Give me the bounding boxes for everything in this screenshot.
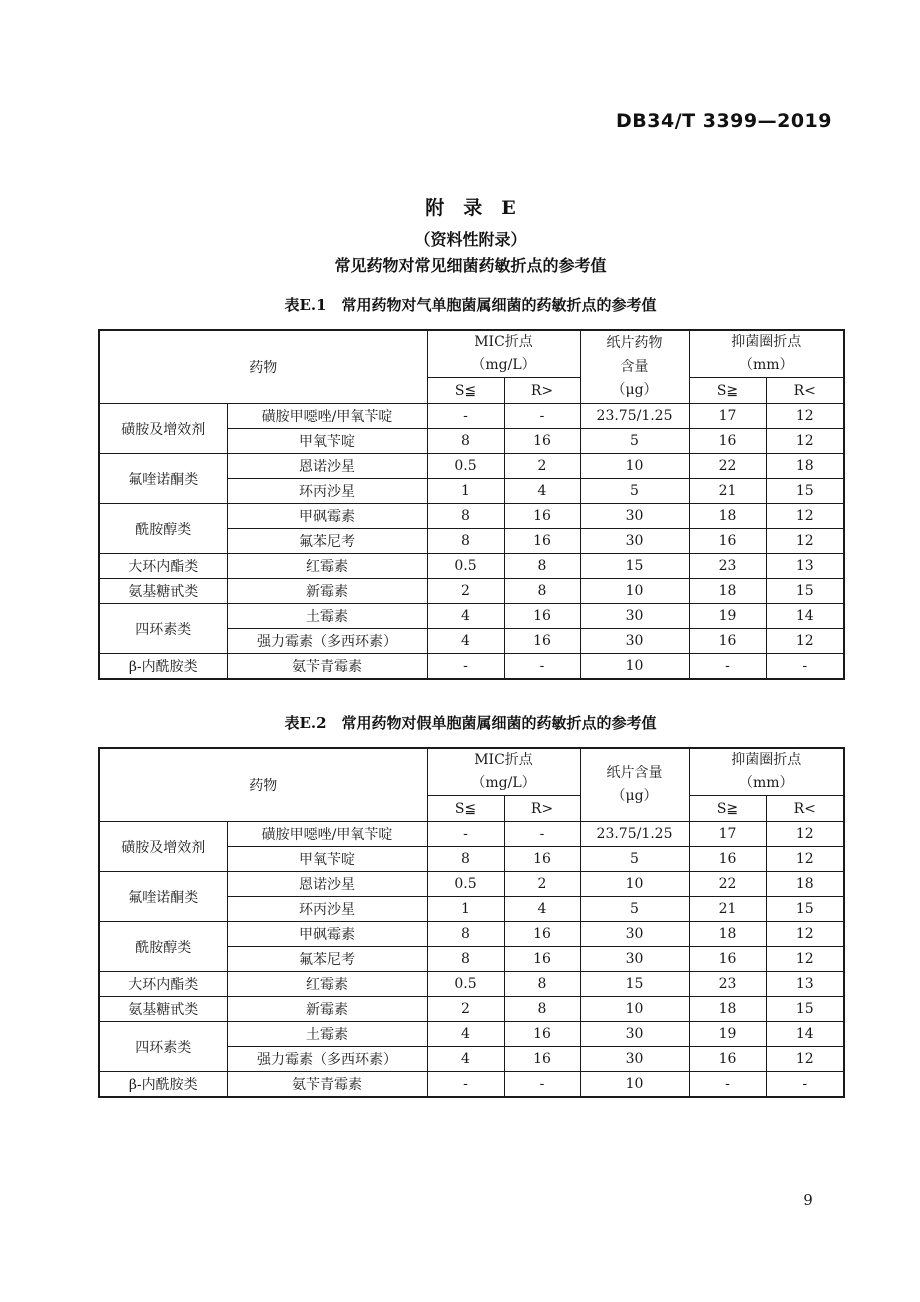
table-header	[99, 748, 844, 822]
mic-r-gt-header: R>	[504, 378, 580, 404]
drug-name-cell: 土霉素	[227, 604, 427, 629]
mic-title: MIC折点	[474, 334, 533, 350]
drug-name-cell: 新霉素	[227, 997, 427, 1022]
inhibition-zone-header	[689, 330, 844, 378]
drug-category-cell: 氟喹诺酮类	[99, 872, 227, 922]
drug-category-cell: 四环素类	[99, 1022, 227, 1072]
value-cell: 14	[766, 1022, 844, 1047]
value-cell: 19	[689, 604, 766, 629]
drug-category-cell: 大环内酯类	[99, 972, 227, 997]
value-cell: 30	[580, 504, 689, 529]
value-cell: 17	[689, 822, 766, 847]
value-cell: 30	[580, 529, 689, 554]
table-row	[99, 972, 844, 997]
value-cell: 1	[427, 479, 504, 504]
drug-category-cell: 氟喹诺酮类	[99, 454, 227, 504]
zone-unit: （mm）	[738, 775, 794, 792]
value-cell: 8	[427, 529, 504, 554]
value-cell: 0.5	[427, 872, 504, 897]
disc-content-header	[580, 330, 689, 404]
value-cell: 10	[580, 654, 689, 679]
drug-column-header: 药物	[99, 330, 427, 404]
table-row	[99, 822, 844, 847]
value-cell: 16	[504, 1047, 580, 1072]
zone-unit: （mm）	[738, 357, 794, 374]
drug-name-cell: 恩诺沙星	[227, 872, 427, 897]
value-cell: 12	[766, 822, 844, 847]
value-cell: 4	[427, 629, 504, 654]
value-cell: 21	[689, 479, 766, 504]
value-cell: 12	[766, 629, 844, 654]
drug-name-cell: 氟苯尼考	[227, 529, 427, 554]
disc-line-1: （μg）	[611, 788, 658, 805]
value-cell: 16	[689, 947, 766, 972]
value-cell: -	[504, 654, 580, 679]
table-row	[99, 1072, 844, 1097]
value-cell: 12	[766, 1047, 844, 1072]
breakpoint-table	[98, 747, 845, 1098]
value-cell: 5	[580, 897, 689, 922]
mic-unit: （mg/L）	[471, 775, 536, 792]
value-cell: 8	[504, 554, 580, 579]
drug-category-cell: 磺胺及增效剂	[99, 404, 227, 454]
inhibition-zone-header	[689, 748, 844, 796]
appendix-heading: 常见药物对常见细菌药敏折点的参考值	[334, 256, 607, 275]
value-cell: -	[504, 1072, 580, 1097]
value-cell: -	[504, 404, 580, 429]
value-cell: 13	[766, 972, 844, 997]
drug-category-cell: 四环素类	[99, 604, 227, 654]
table-row	[99, 604, 844, 629]
drug-name-cell: 磺胺甲噁唑/甲氧苄啶	[227, 822, 427, 847]
mic-s-max-header: S≦	[427, 378, 504, 404]
table-row	[99, 1022, 844, 1047]
value-cell: 16	[504, 847, 580, 872]
value-cell: 0.5	[427, 554, 504, 579]
disc-content-header	[580, 748, 689, 822]
disc-line-0: 纸片含量	[606, 765, 663, 781]
table-header	[99, 330, 844, 404]
value-cell: 18	[766, 454, 844, 479]
value-cell: -	[689, 654, 766, 679]
value-cell: 4	[427, 604, 504, 629]
zone-s-min-header: S≧	[689, 796, 766, 822]
value-cell: 30	[580, 629, 689, 654]
zone-s-min-header: S≧	[689, 378, 766, 404]
value-cell: 22	[689, 872, 766, 897]
value-cell: -	[766, 1072, 844, 1097]
value-cell: 16	[689, 629, 766, 654]
value-cell: 1	[427, 897, 504, 922]
value-cell: -	[504, 822, 580, 847]
zone-title: 抑菌圈折点	[731, 752, 802, 768]
drug-category-cell: 氨基糖甙类	[99, 997, 227, 1022]
value-cell: 10	[580, 454, 689, 479]
zone-r-lt-header: R<	[766, 378, 844, 404]
value-cell: 5	[580, 847, 689, 872]
value-cell: -	[427, 1072, 504, 1097]
header-row-main	[99, 330, 844, 378]
value-cell: 10	[580, 872, 689, 897]
appendix-subtitle: （资料性附录）	[414, 230, 527, 249]
value-cell: -	[766, 654, 844, 679]
value-cell: 8	[427, 922, 504, 947]
table-row	[99, 997, 844, 1022]
value-cell: 16	[504, 947, 580, 972]
value-cell: 8	[427, 847, 504, 872]
table-row	[99, 922, 844, 947]
value-cell: 19	[689, 1022, 766, 1047]
value-cell: 16	[504, 429, 580, 454]
value-cell: 4	[427, 1022, 504, 1047]
drug-category-cell: 氨基糖甙类	[99, 579, 227, 604]
table-row	[99, 404, 844, 429]
drug-category-cell: β-内酰胺类	[99, 1072, 227, 1097]
value-cell: 16	[689, 429, 766, 454]
value-cell: -	[427, 404, 504, 429]
value-cell: -	[427, 822, 504, 847]
drug-name-cell: 甲氧苄啶	[227, 429, 427, 454]
value-cell: 16	[504, 604, 580, 629]
value-cell: 8	[427, 504, 504, 529]
value-cell: 16	[689, 529, 766, 554]
drug-category-cell: 大环内酯类	[99, 554, 227, 579]
value-cell: 12	[766, 504, 844, 529]
value-cell: 5	[580, 429, 689, 454]
value-cell: 21	[689, 897, 766, 922]
drug-name-cell: 氨苄青霉素	[227, 654, 427, 679]
value-cell: 23	[689, 972, 766, 997]
drug-column-header: 药物	[99, 748, 427, 822]
disc-line-1: 含量	[620, 358, 649, 375]
value-cell: 15	[580, 554, 689, 579]
table-row	[99, 579, 844, 604]
value-cell: 4	[427, 1047, 504, 1072]
value-cell: 18	[689, 579, 766, 604]
value-cell: 16	[504, 922, 580, 947]
table-e1-caption: 表E.1 常用药物对气单胞菌属细菌的药敏折点的参考值	[284, 296, 657, 314]
value-cell: 4	[504, 479, 580, 504]
value-cell: 23.75/1.25	[580, 404, 689, 429]
value-cell: 12	[766, 947, 844, 972]
value-cell: 30	[580, 947, 689, 972]
disc-line-2: （μg）	[611, 381, 658, 398]
value-cell: 15	[766, 897, 844, 922]
mic-r-gt-header: R>	[504, 796, 580, 822]
value-cell: -	[689, 1072, 766, 1097]
table-body	[99, 822, 844, 1097]
value-cell: 10	[580, 1072, 689, 1097]
header-row-main	[99, 748, 844, 796]
value-cell: 4	[504, 897, 580, 922]
value-cell: 12	[766, 847, 844, 872]
table-row	[99, 872, 844, 897]
drug-name-cell: 恩诺沙星	[227, 454, 427, 479]
drug-name-cell: 土霉素	[227, 1022, 427, 1047]
table-e1-container	[98, 329, 843, 680]
drug-name-cell: 甲砜霉素	[227, 504, 427, 529]
value-cell: 8	[427, 947, 504, 972]
value-cell: 14	[766, 604, 844, 629]
table-row	[99, 504, 844, 529]
value-cell: 12	[766, 922, 844, 947]
value-cell: 10	[580, 579, 689, 604]
drug-name-cell: 强力霉素（多西环素）	[227, 629, 427, 654]
drug-name-cell: 甲氧苄啶	[227, 847, 427, 872]
value-cell: 22	[689, 454, 766, 479]
value-cell: 30	[580, 1047, 689, 1072]
value-cell: 16	[689, 1047, 766, 1072]
value-cell: 30	[580, 1022, 689, 1047]
table-e2-container	[98, 747, 843, 1098]
value-cell: 30	[580, 604, 689, 629]
value-cell: 15	[580, 972, 689, 997]
value-cell: 18	[689, 922, 766, 947]
value-cell: 15	[766, 579, 844, 604]
value-cell: 2	[427, 579, 504, 604]
table-row	[99, 554, 844, 579]
page-number: 9	[803, 1191, 813, 1209]
drug-category-cell: 酰胺醇类	[99, 504, 227, 554]
drug-name-cell: 氟苯尼考	[227, 947, 427, 972]
value-cell: 12	[766, 429, 844, 454]
table-body	[99, 404, 844, 679]
value-cell: 8	[504, 972, 580, 997]
value-cell: 12	[766, 404, 844, 429]
value-cell: 8	[504, 579, 580, 604]
value-cell: 0.5	[427, 454, 504, 479]
value-cell: 16	[504, 504, 580, 529]
drug-name-cell: 环丙沙星	[227, 897, 427, 922]
value-cell: 23	[689, 554, 766, 579]
disc-line-0: 纸片药物	[606, 335, 663, 352]
value-cell: 18	[766, 872, 844, 897]
table-row	[99, 654, 844, 679]
drug-name-cell: 甲砜霉素	[227, 922, 427, 947]
value-cell: 2	[504, 454, 580, 479]
value-cell: -	[427, 654, 504, 679]
value-cell: 16	[689, 847, 766, 872]
value-cell: 17	[689, 404, 766, 429]
mic-unit: （mg/L）	[471, 357, 536, 374]
zone-title: 抑菌圈折点	[731, 334, 802, 350]
drug-category-cell: β-内酰胺类	[99, 654, 227, 679]
value-cell: 8	[427, 429, 504, 454]
value-cell: 12	[766, 529, 844, 554]
breakpoint-table	[98, 329, 845, 680]
value-cell: 18	[689, 997, 766, 1022]
value-cell: 30	[580, 922, 689, 947]
value-cell: 23.75/1.25	[580, 822, 689, 847]
drug-name-cell: 新霉素	[227, 579, 427, 604]
value-cell: 13	[766, 554, 844, 579]
value-cell: 10	[580, 997, 689, 1022]
zone-r-lt-header: R<	[766, 796, 844, 822]
value-cell: 15	[766, 479, 844, 504]
mic-breakpoint-header	[427, 330, 580, 378]
table-row	[99, 454, 844, 479]
drug-name-cell: 磺胺甲噁唑/甲氧苄啶	[227, 404, 427, 429]
mic-s-max-header: S≦	[427, 796, 504, 822]
value-cell: 0.5	[427, 972, 504, 997]
value-cell: 16	[504, 529, 580, 554]
drug-name-cell: 红霉素	[227, 972, 427, 997]
drug-name-cell: 红霉素	[227, 554, 427, 579]
value-cell: 15	[766, 997, 844, 1022]
value-cell: 8	[504, 997, 580, 1022]
drug-name-cell: 氨苄青霉素	[227, 1072, 427, 1097]
value-cell: 2	[504, 872, 580, 897]
value-cell: 5	[580, 479, 689, 504]
table-e2-caption: 表E.2 常用药物对假单胞菌属细菌的药敏折点的参考值	[284, 714, 657, 732]
drug-name-cell: 强力霉素（多西环素）	[227, 1047, 427, 1072]
drug-name-cell: 环丙沙星	[227, 479, 427, 504]
drug-category-cell: 磺胺及增效剂	[99, 822, 227, 872]
standard-number: DB34/T 3399—2019	[616, 110, 832, 132]
drug-category-cell: 酰胺醇类	[99, 922, 227, 972]
value-cell: 16	[504, 1022, 580, 1047]
appendix-title: 附 录 E	[425, 197, 516, 219]
value-cell: 18	[689, 504, 766, 529]
mic-title: MIC折点	[474, 752, 533, 768]
mic-breakpoint-header	[427, 748, 580, 796]
value-cell: 16	[504, 629, 580, 654]
value-cell: 2	[427, 997, 504, 1022]
